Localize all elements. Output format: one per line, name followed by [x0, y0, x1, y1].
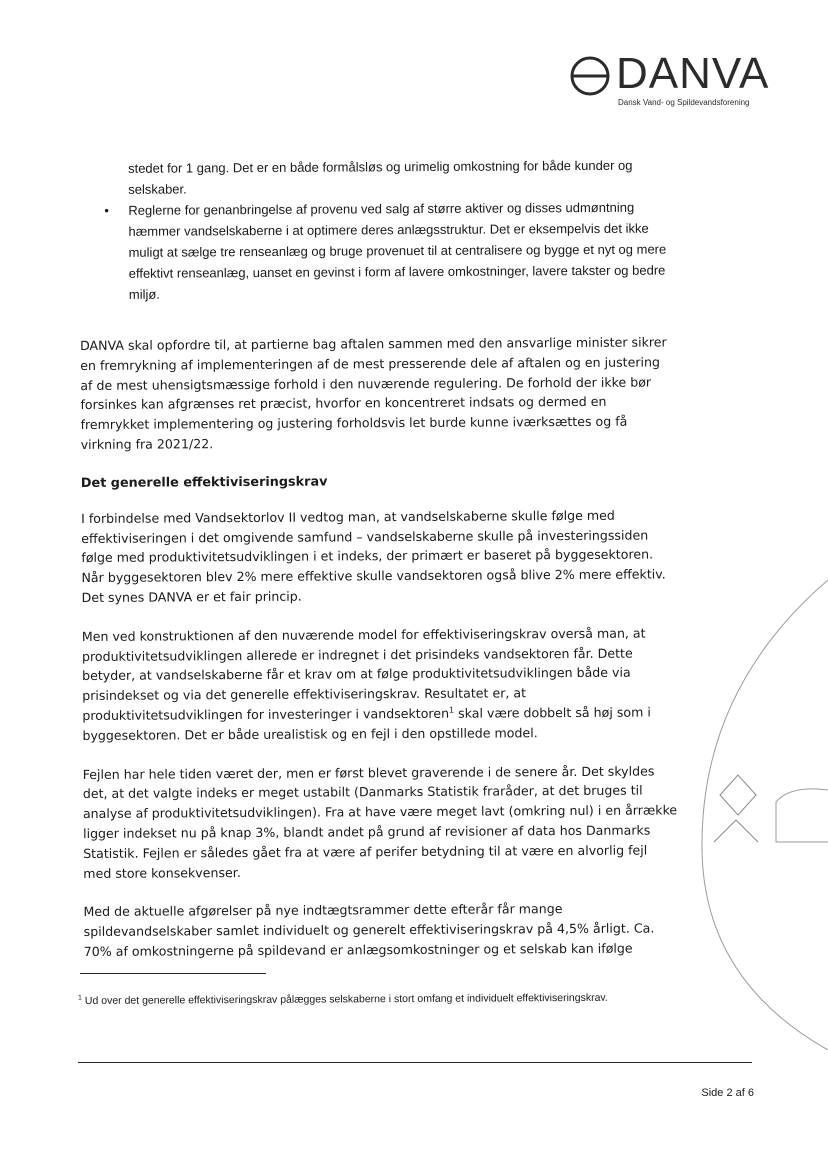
footnote-text: Ud over det generelle effektiviseringskrav pålægges selskaberne i stort omfang et individuelt effektiviseringskrav. [81, 991, 608, 1007]
danva-logo [568, 50, 768, 114]
paragraph: Fejlen har hele tiden været der, men er først blevet graverende i de senere år. Det skyldes det, at det valgte indeks er meget ustabilt (Danmarks Statistik fraråder, at det bruges til analyse af produktivitetsudviklingen). Fra at have være meget lavt (omkring nul) i en årrække ligger indekset nu på knap 3%, blandt andet på grund af revisioner af data hos Danmarks Statistik. Fejlen er således gået fra at være af perifer betydning til at være en alvorlig fejl med store konsekvenser. [82, 763, 678, 881]
bullet-marker: • [104, 202, 109, 218]
logo-subtitle: Dansk Vand- og Spildevandsforening [618, 98, 750, 107]
paragraph-text: Men ved konstruktionen af den nuværende model for effektiviseringskrav overså man, at produktivitetsudviklingen allerede er indregnet i det prisindeks vandsektoren får. Dette betyder, at vandselskaberne får et krav om at følge produktivitetsudviklingen både via prisindekset og via det generelle effektiviseringskrav. Resultatet er, at produktivitetsudviklingen for investeringer i vandsektoren [81, 625, 646, 723]
paragraph-text: skal være dobbelt så høj som i byggesektoren. Det er både urealistisk og en fejl i den opstillede model. [82, 704, 651, 743]
bullet-list [100, 155, 671, 305]
paragraph: I forbindelse med Vandsektorlov II vedtog man, at vandselskaberne skulle følge med effektiviseringen i det omgivende samfund – vandselskaberne skulle på investeringssiden følge med produktivitetsudviklingen i et indeks, der primært er baseret på byggesektoren. Når byggesektoren blev 2% mere effektive skulle vandsektoren også blive 2% mere effektiv. Det synes DANVA er et fair princip. [81, 507, 666, 605]
footnote-reference[interactable]: 1 [448, 705, 455, 715]
paragraph: Med de aktuelle afgørelser på nye indtægtsrammer dette efterår får mange spildevandselskaber samlet individuelt og generelt effektiviseringskrav på 4,5% årligt. Ca. 70% af omkostningerne på spildevand er anlægsomkostninger og et selskab kan ifølge [83, 901, 655, 959]
list-item [100, 197, 671, 305]
footer-divider [78, 1062, 752, 1063]
document-body [80, 332, 679, 980]
logo-wordmark: DANVA [616, 49, 770, 98]
footnote-divider [80, 973, 266, 974]
paragraph: DANVA skal opfordre til, at partierne bag aftalen sammen med den ansvarlige minister sikrer en fremrykning af implementeringen af de mest presserende dele af aftalen og en justering af de mest uhensigtsmæssige forhold i den nuværende regulering. De forhold der ikke bør forsinkes kan afgrænses ret præcist, hvorfor en koncentreret indsats og dermed en fremrykket implementering og justering forholdsvis let burde kunne iværksættes og få virkning fra 2021/22. [80, 334, 667, 452]
decorative-arc-graphic [690, 580, 828, 1050]
paragraph [82, 623, 678, 745]
bullet-text: Reglerne for genanbringelse af provenu ved salg af større aktiver og disses udmøntning hæmmer vandselskaberne i at optimere deres anlægsstruktur. Det er eksempelvis det ikke muligt at sælge tre renseanlæg og bruge provenuet til at centralisere og bygge et nyt og mere effektivt renseanlæg, uanset en gevinst i form af lavere omkostninger, lavere takster og bedre miljø. [128, 199, 667, 302]
footnote [78, 990, 678, 1009]
section-heading: Det generelle effektiviseringskrav [80, 474, 328, 491]
footnote-marker: 1 [78, 994, 82, 1002]
danva-circle-icon [568, 54, 612, 98]
page-number: Side 2 af 6 [701, 1087, 754, 1099]
bullet-continuation: stedet for 1 gang. Det er en både formålsløs og urimelig omkostning for både kunder og selskaber. [128, 157, 633, 197]
